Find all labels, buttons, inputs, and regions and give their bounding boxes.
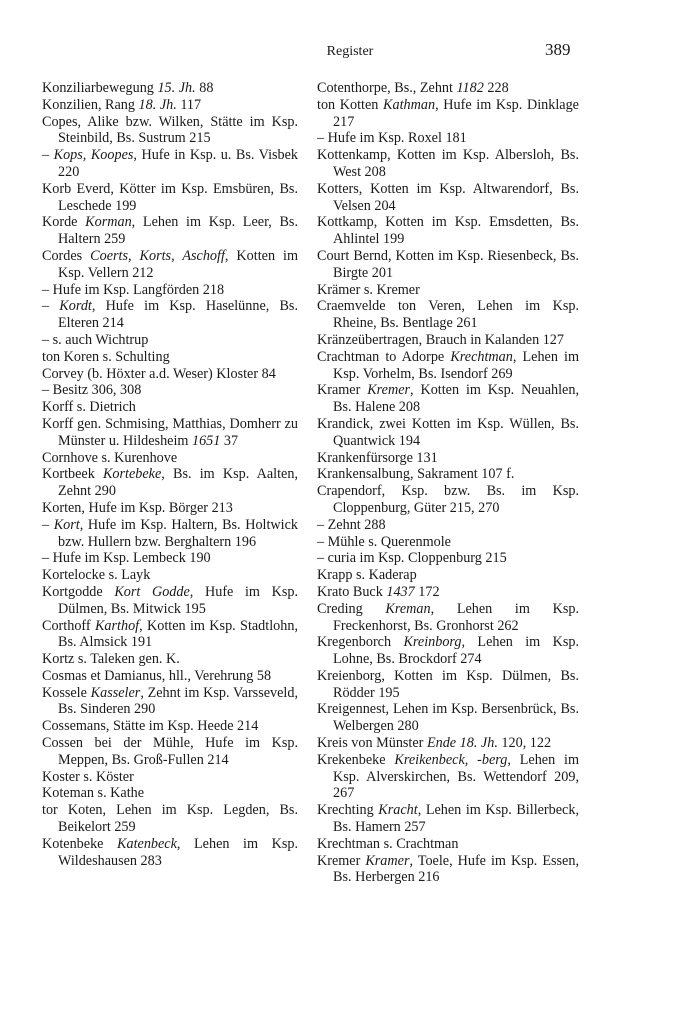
- index-entry: – Mühle s. Querenmole: [317, 533, 451, 550]
- index-entry: Konziliarbewegung 15. Jh. 88: [42, 80, 214, 96]
- index-entry: Krämer s. Kremer: [317, 281, 420, 298]
- index-entry: ton Koren s. Schulting: [42, 348, 170, 365]
- index-entry: Krandick, zwei Kotten im Ksp. Wüllen, Bs. Quantwick 194: [317, 415, 579, 449]
- index-entry: – Hufe im Ksp. Roxel 181: [317, 130, 467, 147]
- index-entry: Cossemans, Stätte im Ksp. Heede 214: [42, 718, 259, 735]
- index-entry: Kortelocke s. Layk: [42, 567, 151, 584]
- index-entry: Court Bernd, Kotten im Ksp. Riesenbeck, Bs. Birgte 201: [317, 247, 579, 281]
- index-entry: – Zehnt 288: [317, 516, 386, 533]
- index-entry: – Kort, Hufe im Ksp. Haltern, Bs. Holtwick bzw. Hullern bzw. Berghaltern 196: [42, 516, 298, 550]
- index-entry: Krato Buck 1437 172: [317, 583, 440, 600]
- index-entry: Kortbeek Kortebeke, Bs. im Ksp. Aalten, Zehnt 290: [42, 466, 298, 500]
- index-entry: Krankenfürsorge 131: [317, 449, 438, 466]
- index-entry: Craemvelde ton Veren, Lehen im Ksp. Rheine, Bs. Bentlage 261: [317, 298, 579, 332]
- index-entry: Kreis von Münster Ende 18. Jh. 120, 122: [317, 735, 552, 752]
- index-entry: ton Kotten Kathman, Hufe im Ksp. Dinklage 217: [317, 96, 579, 130]
- index-entry: Kottkamp, Kotten im Ksp. Emsdetten, Bs. Ahlintel 199: [317, 214, 579, 248]
- index-entry: Korff gen. Schmising, Matthias, Domherr zu Münster u. Hildesheim 1651 37: [42, 415, 298, 449]
- index-entry: Kreigennest, Lehen im Ksp. Bersenbrück, Bs. Welbergen 280: [317, 701, 579, 735]
- index-entry: Cotenthorpe, Bs., Zehnt 1182 228: [317, 80, 509, 96]
- index-entry: Cordes Coerts, Korts, Aschoff, Kotten im Ksp. Vellern 212: [42, 247, 298, 281]
- index-entry: – Hufe im Ksp. Langförden 218: [42, 281, 225, 298]
- index-entry: Kränzeübertragen, Brauch in Kalanden 127: [317, 331, 564, 348]
- index-entry: – Besitz 306, 308: [42, 382, 142, 399]
- index-entry: Kortgodde Kort Godde, Hufe im Ksp. Dülmen, Bs. Mitwick 195: [42, 583, 298, 617]
- index-entry: Corthoff Karthof, Kotten im Ksp. Stadtlohn, Bs. Almsick 191: [42, 617, 298, 651]
- index-entry: Kregenborch Kreinborg, Lehen im Ksp. Lohne, Bs. Brockdorf 274: [317, 634, 579, 668]
- index-entry: Koster s. Köster: [42, 768, 134, 785]
- index-entry: Crachtman to Adorpe Krechtman, Lehen im Ksp. Vorhelm, Bs. Isendorf 269: [317, 348, 579, 382]
- index-entry: Konzilien, Rang 18. Jh. 117: [42, 96, 202, 113]
- index-entry: – curia im Ksp. Cloppenburg 215: [317, 550, 507, 567]
- index-entry: Corvey (b. Höxter a.d. Weser) Kloster 84: [42, 365, 276, 382]
- index-entry: Krankensalbung, Sakrament 107 f.: [317, 466, 515, 483]
- index-entry: Kramer Kremer, Kotten im Ksp. Neuahlen, Bs. Halene 208: [317, 382, 579, 416]
- index-entry: – Hufe im Ksp. Lembeck 190: [42, 550, 211, 567]
- index-entry: – Kordt, Hufe im Ksp. Haselünne, Bs. Elteren 214: [42, 298, 298, 332]
- index-entry: Cossen bei der Mühle, Hufe im Ksp. Meppen, Bs. Groß-Fullen 214: [42, 735, 298, 768]
- index-entry: Kottenkamp, Kotten im Ksp. Albersloh, Bs. West 208: [317, 147, 579, 180]
- index-entry: Cosmas et Damianus, hll., Verehrung 58: [42, 667, 272, 684]
- index-column-left: [42, 80, 298, 869]
- index-entry: Krapp s. Kaderap: [317, 567, 417, 584]
- index-entry: Kossele Kasseler, Zehnt im Ksp. Varsseveld, Bs. Sinderen 290: [42, 684, 298, 718]
- index-entry: – s. auch Wichtrup: [42, 331, 149, 348]
- index-entry: Copes, Alike bzw. Wilken, Stätte im Ksp. Steinbild, Bs. Sustrum 215: [42, 113, 298, 147]
- index-entry: Korb Everd, Kötter im Ksp. Emsbüren, Bs. Leschede 199: [42, 180, 298, 214]
- index-entry: Kremer Kramer, Toele, Hufe im Ksp. Essen, Bs. Herbergen 216: [317, 852, 579, 886]
- index-entry: – Kops, Koopes, Hufe in Ksp. u. Bs. Visbek 220: [42, 147, 299, 180]
- index-column-right: [317, 80, 579, 886]
- index-entry: Koteman s. Kathe: [42, 785, 145, 802]
- index-entry: Kreienborg, Kotten im Ksp. Dülmen, Bs. Rödder 195: [317, 667, 579, 701]
- index-entry: Cornhove s. Kurenhove: [42, 449, 178, 466]
- index-entry: Kortz s. Taleken gen. K.: [42, 651, 180, 668]
- index-entry: Korten, Hufe im Ksp. Börger 213: [42, 499, 233, 516]
- index-entry: Krechting Kracht, Lehen im Ksp. Billerbeck, Bs. Hamern 257: [317, 802, 579, 836]
- index-entry: Kotters, Kotten im Ksp. Altwarendorf, Bs. Velsen 204: [317, 180, 579, 214]
- index-entry: tor Koten, Lehen im Ksp. Legden, Bs. Beikelort 259: [42, 802, 298, 836]
- index-entry: Creding Kreman, Lehen im Ksp. Freckenhorst, Bs. Gronhorst 262: [317, 600, 579, 634]
- index-entry: Korff s. Dietrich: [42, 399, 136, 416]
- index-entry: Korde Korman, Lehen im Ksp. Leer, Bs. Haltern 259: [42, 214, 298, 248]
- index-entry: Crapendorf, Ksp. bzw. Bs. im Ksp. Cloppenburg, Güter 215, 270: [317, 483, 579, 516]
- page-title: Register: [326, 44, 374, 59]
- page-number: 389: [545, 40, 571, 59]
- index-entry: Krechtman s. Crachtman: [317, 835, 459, 852]
- index-entry: Krekenbeke Kreikenbeck, -berg, Lehen im Ksp. Alverskirchen, Bs. Wettendorf 209, 267: [317, 751, 579, 802]
- index-entry: Kotenbeke Katenbeck, Lehen im Ksp. Wildeshausen 283: [42, 835, 298, 869]
